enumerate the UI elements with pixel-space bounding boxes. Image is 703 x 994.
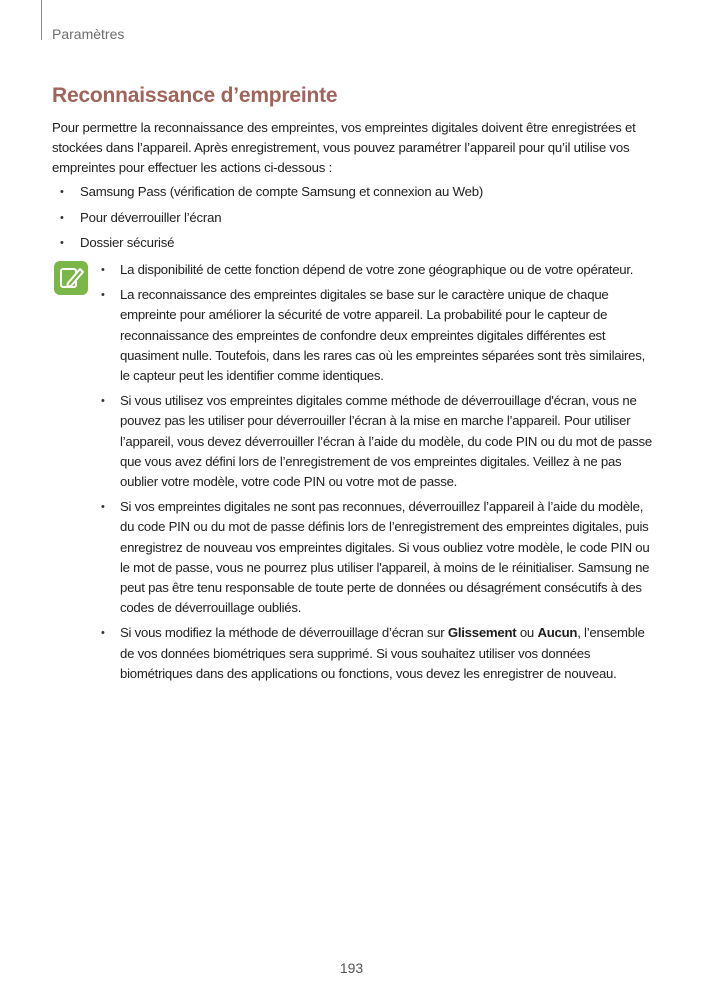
list-item-text: Dossier sécurisé <box>80 235 175 250</box>
notes-list <box>92 260 652 689</box>
note-text-part: Si vous modifiez la méthode de déverrouillage d’écran sur <box>120 625 448 641</box>
intro-paragraph: Pour permettre la reconnaissance des empreintes, vos empreintes digitales doivent être enregistrées et stockées dans l’appareil. Après enregistrement, vous pouvez paramétrer l’appareil pour qu’il utilise vos empreintes pour effectuer les actions ci-dessous : <box>52 120 636 175</box>
note-item <box>92 285 652 386</box>
note-text: La reconnaissance des empreintes digitales se base sur le caractère unique de chaque empreinte pour améliorer la sécurité de votre appareil. La probabilité pour le capteur de reconnaissance des empreintes de confondre deux empreintes digitales différentes est quasiment nulle. Toutefois, dans les rares cas où les empreintes séparées sont très similaires, le capteur peut les identifier comme identiques. <box>120 287 646 384</box>
bullet: • <box>101 395 105 408</box>
note-item <box>92 623 652 684</box>
page-number: 193 <box>339 960 364 976</box>
list-item-text: Pour déverrouiller l’écran <box>80 209 222 225</box>
header-rule <box>41 0 42 40</box>
list-item <box>52 182 652 208</box>
bullet: • <box>60 237 64 249</box>
note-text: La disponibilité de cette fonction dépend de votre zone géographique ou de votre opérateur. <box>120 262 634 277</box>
page-title: Reconnaissance d’empreinte <box>52 84 338 107</box>
section-label: Paramètres <box>52 26 125 42</box>
note-pencil-icon <box>54 261 88 295</box>
bullet: • <box>101 264 105 276</box>
bullet: • <box>60 186 64 198</box>
bullet: • <box>101 289 105 302</box>
note-text-part: , l’ensemble de vos données biométriques sera supprimé. Si vous souhaitez utiliser vos données biométriques dans des applications ou fonctions, vous devez les enregistrer de nouveau. <box>120 625 645 681</box>
note-item <box>92 391 652 492</box>
bullet: • <box>101 627 105 640</box>
list-item-text: Samsung Pass (vérification de compte Samsung et connexion au Web) <box>80 184 484 199</box>
note-item <box>92 260 652 280</box>
setting-name-glissement: Glissement <box>447 625 517 641</box>
list-item <box>52 208 652 234</box>
setting-name-aucun: Aucun <box>537 625 578 641</box>
note-text: Si vos empreintes digitales ne sont pas reconnues, déverrouillez l’appareil à l’aide du modèle, du code PIN ou du mot de passe définis lors de l’enregistrement des empreintes digitales, puis enregistrez de nouveau vos empreintes digitales. Si vous oubliez votre modèle, le code PIN ou le mot de passe, vous ne pourrez plus utiliser l'appareil, à moins de le réinitialiser. Samsung ne peut pas être tenu responsable de toute perte de données ou désagrément consécutifs à des codes de déverrouillage oubliés. <box>120 499 650 616</box>
note-text: Si vous utilisez vos empreintes digitales comme méthode de déverrouillage d'écran, vous ne pouvez pas les utiliser pour déverrouiller l’écran à la mise en marche l’appareil. Pour utiliser l’appareil, vous devez déverrouiller l’écran à l’aide du modèle, du code PIN ou du mot de passe que vous avez défini lors de l’enregistrement de vos empreintes digitales. Veillez à ne pas oublier votre modèle, votre code PIN ou votre mot de passe. <box>120 393 652 490</box>
list-item <box>52 233 652 259</box>
note-item <box>92 497 652 618</box>
uses-list <box>52 182 652 259</box>
bullet: • <box>60 211 64 224</box>
bullet: • <box>101 501 105 514</box>
note-text-part: ou <box>516 625 538 641</box>
